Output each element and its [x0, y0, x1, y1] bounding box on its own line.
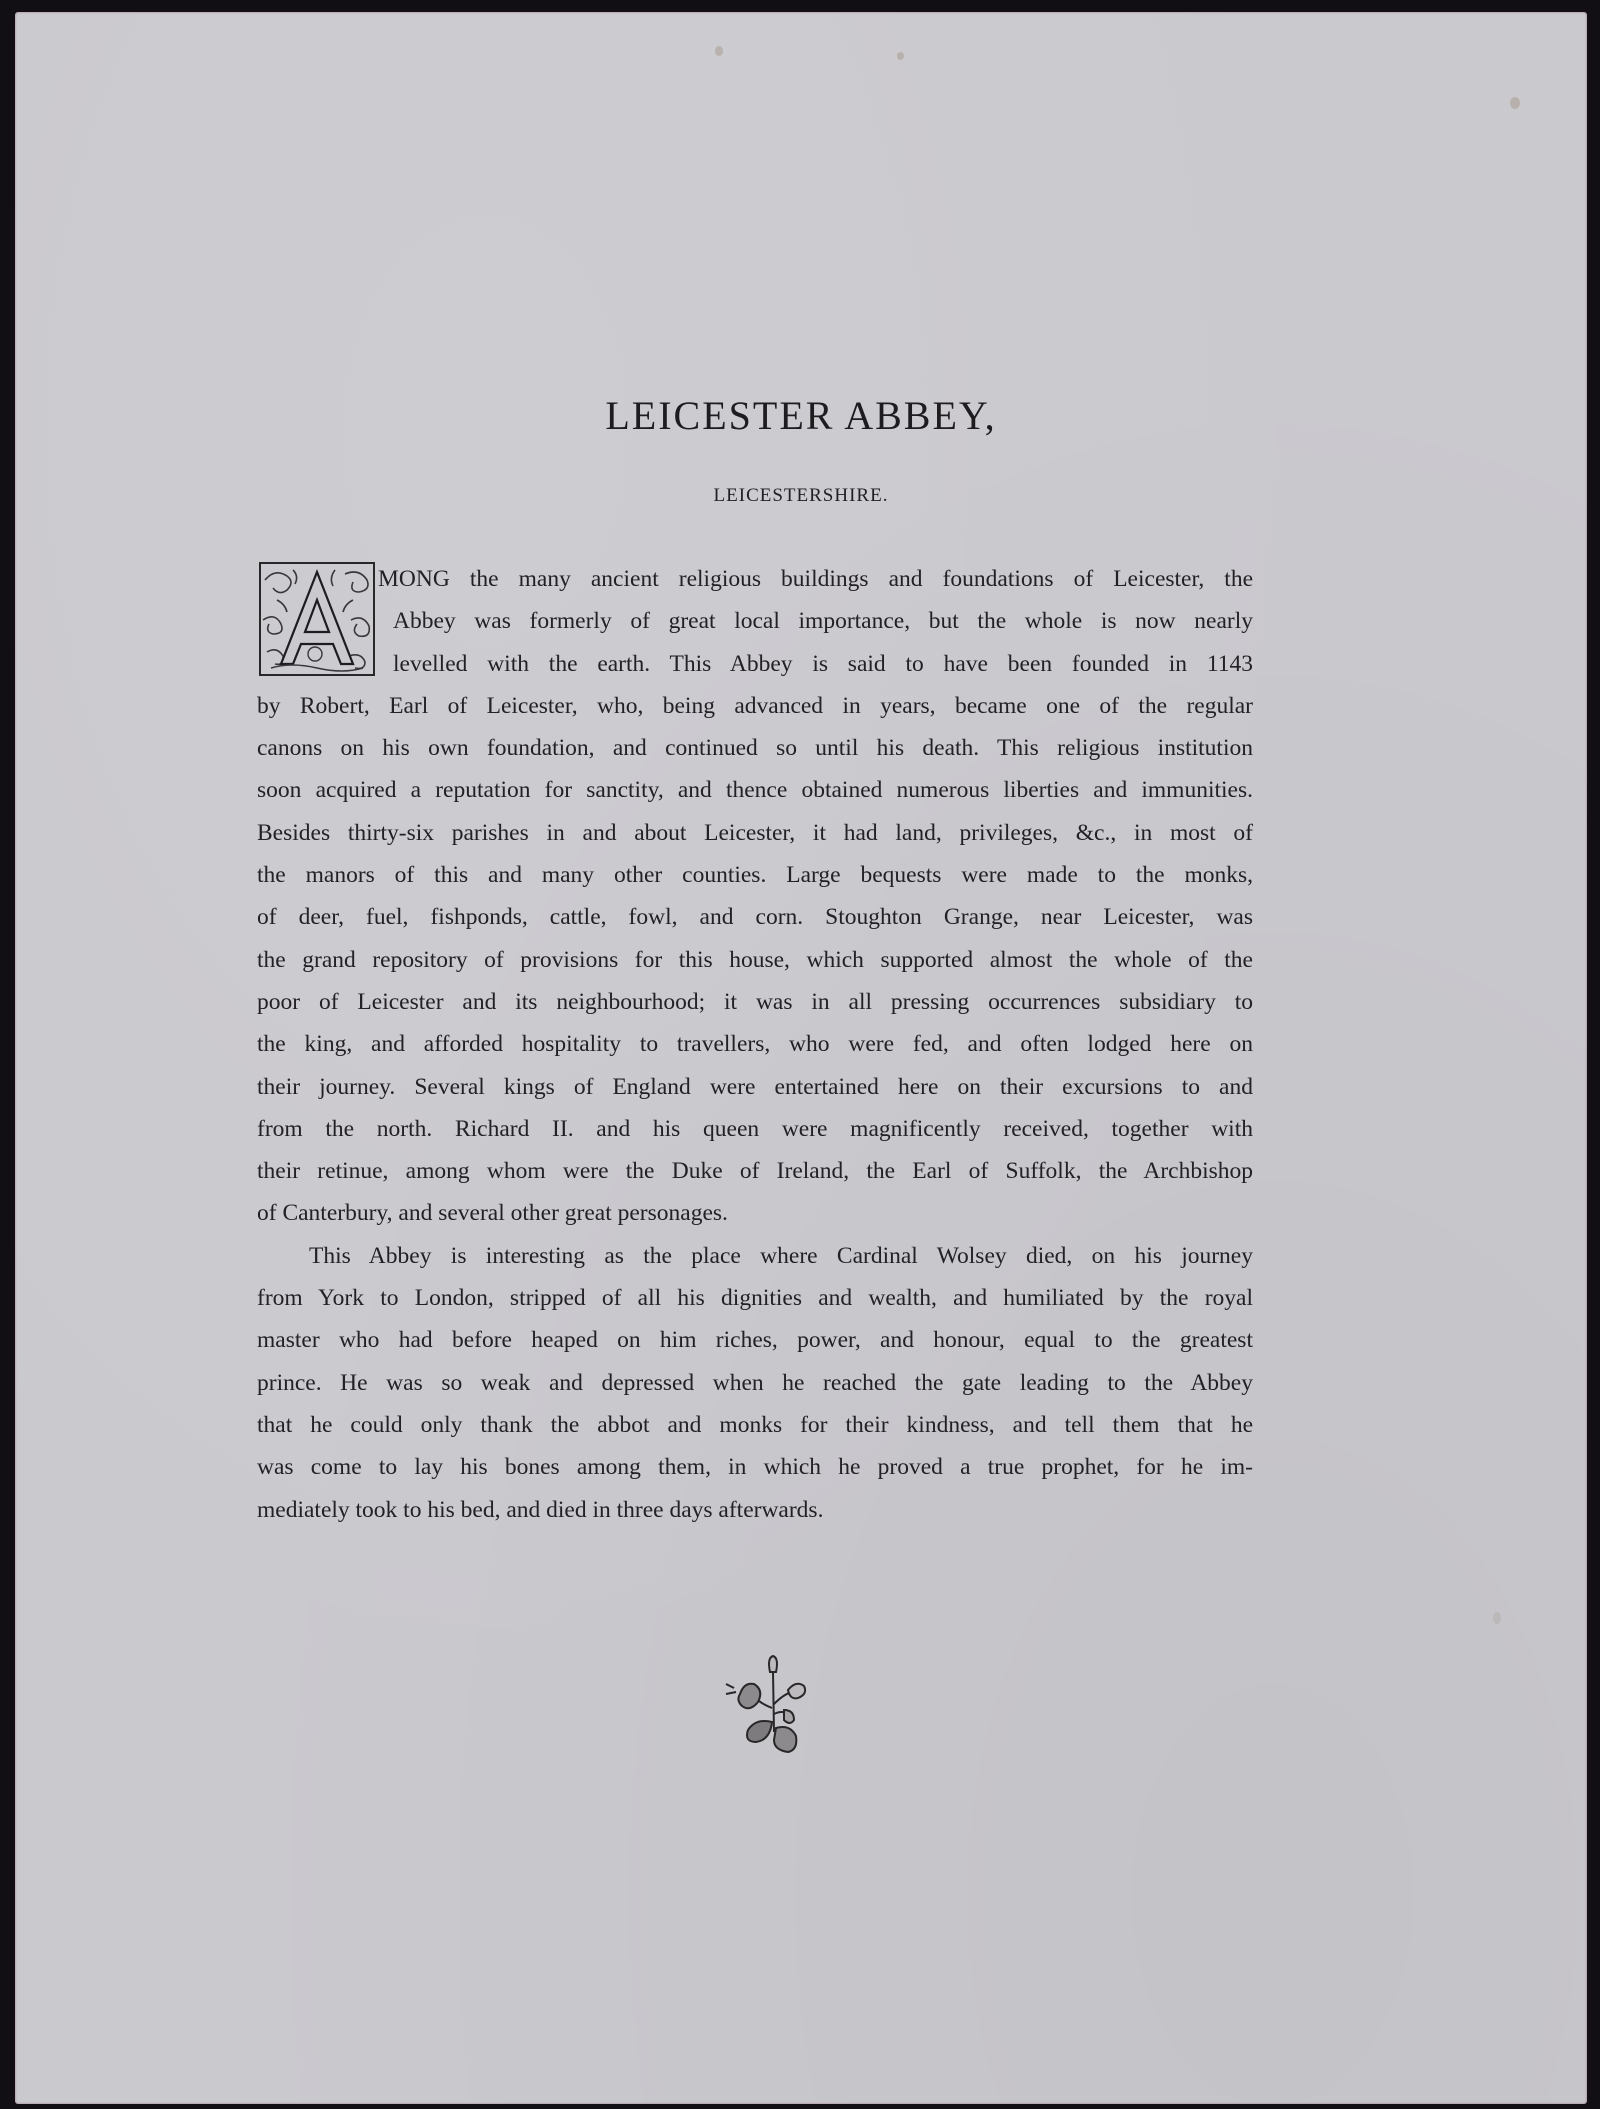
- text-line: poor of Leicester and its neighbourhood; it was in all pressing occurrences subsidiary to: [257, 988, 1253, 1015]
- paragraph-1: [257, 558, 1253, 1235]
- text-line: master who had before heaped on him riches, power, and honour, equal to the greatest: [257, 1327, 1253, 1354]
- page-subtitle: LEICESTERSHIRE.: [713, 485, 889, 506]
- text-line: from the north. Richard II. and his queen were magnificently received, together with: [257, 1115, 1253, 1142]
- text-line: mediately took to his bed, and died in three days afterwards.: [257, 1496, 824, 1523]
- paper-speck: [1493, 1612, 1501, 1624]
- paper-speck: [715, 46, 723, 56]
- flower-sprig-icon: [718, 1652, 828, 1768]
- text-line: their retinue, among whom were the Duke of Ireland, the Earl of Suffolk, the Archbishop: [257, 1158, 1253, 1185]
- page-title: LEICESTER ABBEY,: [605, 393, 997, 438]
- text-line: levelled with the earth. This Abbey is said to have been founded in 1143: [393, 650, 1253, 677]
- text-line: soon acquired a reputation for sanctity, and thence obtained numerous liberties and immunities.: [257, 777, 1253, 804]
- text-line: canons on his own foundation, and continued so until his death. This religious institution: [257, 735, 1253, 762]
- text-line: of Canterbury, and several other great personages.: [257, 1200, 728, 1227]
- text-line: Besides thirty-six parishes in and about Leicester, it had land, privileges, &c., in most of: [257, 819, 1253, 846]
- text-line: the king, and afforded hospitality to travellers, who were fed, and often lodged here on: [257, 1031, 1253, 1058]
- paragraph-2: [257, 1235, 1253, 1531]
- text-line: the grand repository of provisions for this house, which supported almost the whole of the: [257, 946, 1253, 973]
- text-line: their journey. Several kings of England were entertained here on their excursions to and: [257, 1073, 1253, 1100]
- article-body: [257, 558, 1253, 1531]
- text-line: was come to lay his bones among them, in which he proved a true prophet, for he im-: [257, 1454, 1253, 1481]
- text-line: Abbey was formerly of great local importance, but the whole is now nearly: [393, 608, 1253, 635]
- text-line: by Robert, Earl of Leicester, who, being advanced in years, became one of the regular: [257, 692, 1253, 719]
- text-line: This Abbey is interesting as the place where Cardinal Wolsey died, on his journey: [309, 1242, 1253, 1269]
- text-line: the manors of this and many other counties. Large bequests were made to the monks,: [257, 862, 1253, 889]
- text-line: prince. He was so weak and depressed when he reached the gate leading to the Abbey: [257, 1369, 1253, 1396]
- text-line: MONG the many ancient religious buildings and foundations of Leicester, the: [378, 566, 1253, 592]
- text-line: that he could only thank the abbot and monks for their kindness, and tell them that he: [257, 1411, 1253, 1438]
- paper-speck: [897, 52, 904, 60]
- paper-speck: [1510, 97, 1520, 109]
- text-line: of deer, fuel, fishponds, cattle, fowl, and corn. Stoughton Grange, near Leicester, was: [257, 904, 1253, 931]
- text-line: from York to London, stripped of all his dignities and wealth, and humiliated by the royal: [257, 1285, 1253, 1312]
